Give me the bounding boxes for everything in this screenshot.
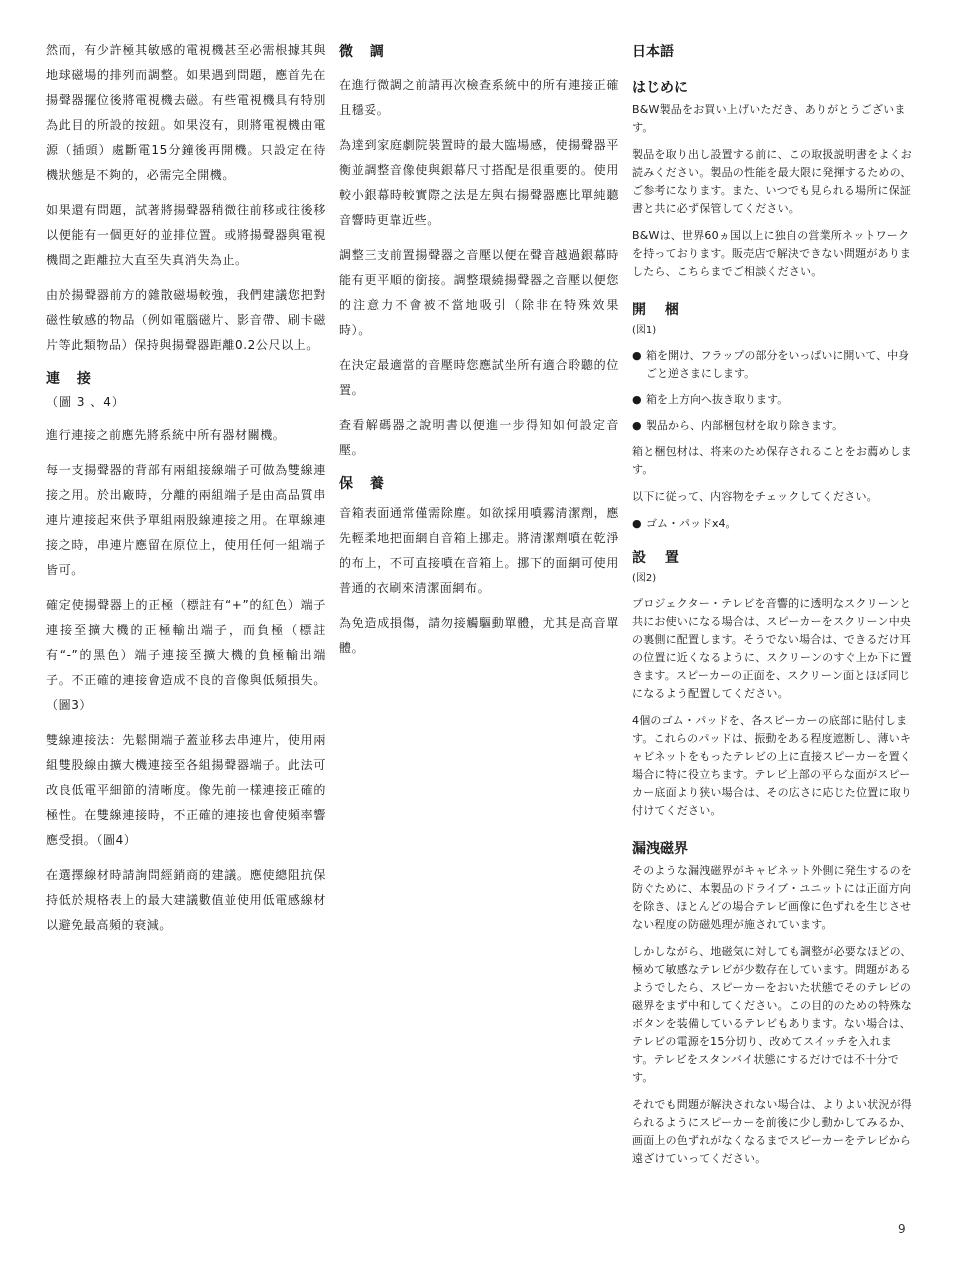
column-japanese xyxy=(632,38,912,1177)
paragraph: 製品を取り出し設置する前に、この取扱説明書をよくお読みください。製品の性能を最大限に発揮するための、ご参考になります。また、いつでも見られる場所に保証書と共に必ず保管してください。 xyxy=(632,148,912,215)
figure-reference: （圖 3 、4） xyxy=(46,395,125,409)
heading-unpacking: 開 梱 xyxy=(632,302,686,318)
list-item: ● 箱を上方向へ抜き取ります。 xyxy=(632,391,912,409)
paragraph: 箱と梱包材は、将来のため保存されることをお薦めします。 xyxy=(632,445,912,476)
heading-maintenance: 保 養 xyxy=(339,476,390,492)
heading-fine-tuning: 微 調 xyxy=(339,44,390,60)
paragraph: 進行連接之前應先將系統中所有器材關機。 xyxy=(46,428,286,442)
bullet-icon: ● xyxy=(632,393,642,406)
bullet-list-contents xyxy=(632,515,912,533)
list-item: ● ゴム・パッドx4。 xyxy=(632,515,912,533)
heading-introduction: はじめに xyxy=(632,80,688,96)
heading-installation: 設 置 xyxy=(632,550,686,566)
paragraph: 雙線連接法：先鬆開端子蓋並移去串連片，使用兩組雙股線由擴大機連接至各組揚聲器端子。此法可改良低電平細節的清晰度。像先前一樣連接正確的極性。在雙線連接時，不正確的連接也會使頻率響應受損。（圖4） xyxy=(46,733,326,847)
bullet-icon: ● xyxy=(632,419,642,432)
paragraph: 音箱表面通常僅需除塵。如欲採用噴霧清潔劑，應先輕柔地把面網自音箱上挪走。將清潔劑噴在乾淨的布上，不可直接噴在音箱上。挪下的面網可使用普通的衣刷來清潔面網布。 xyxy=(339,506,619,595)
paragraph: 以下に従って、内容物をチェックしてください。 xyxy=(632,490,878,503)
bullet-icon: ● xyxy=(632,517,642,530)
paragraph: B&W製品をお買い上げいただき、ありがとうございます。 xyxy=(632,103,906,134)
list-item: ● 製品から、内部梱包材を取り除きます。 xyxy=(632,417,912,435)
paragraph: そのような漏洩磁界がキャビネット外側に発生するのを防ぐために、本製品のドライブ・ユニットには正面方向を除き、ほとんどの場合テレビ画像に色ずれを生じさせない程度の防磁処理が施されています。 xyxy=(632,864,912,931)
heading-stray-magnetic-field: 漏洩磁界 xyxy=(632,841,688,857)
paragraph: 然而，有少許極其敏感的電視機甚至必需根據其與地球磁場的排列而調整。如果遇到問題，應首先在揚聲器擺位後將電視機去磁。有些電視機具有特別為此目的所設的按鈕。如果沒有，則將電視機由電源（插頭）處斷電15分鐘後再開機。只設定在待機狀態是不夠的，必需完全開機。 xyxy=(46,43,326,182)
paragraph: 每一支揚聲器的背部有兩組接線端子可做為雙線連接之用。於出廠時，分離的兩組端子是由高品質串連片連接起來供予單組兩股線連接之用。在單線連接之時，串連片應留在原位上，使用任何一組端子皆可。 xyxy=(46,463,326,577)
column-chinese-left xyxy=(46,38,326,948)
paragraph: 在選擇線材時請詢問經銷商的建議。應使總阻抗保持低於規格表上的最大建議數值並使用低電感線材以避免最高頻的衰減。 xyxy=(46,868,326,932)
paragraph: 調整三支前置揚聲器之音壓以便在聲音越過銀幕時能有更平順的銜接。調整環繞揚聲器之音壓以便您的注意力不會被不當地吸引（除非在特殊效果時）。 xyxy=(339,248,619,337)
column-chinese-middle xyxy=(339,38,619,671)
paragraph: 4個のゴム・パッドを、各スピーカーの底部に貼付します。これらのパッドは、振動をある程度遮断し、薄いキャビネットをもったテレビの上に直接スピーカーを置く場合に特に役立ちます。テレビ上部の平らな面がスピーカー底面より狭い場合は、その広さに応じた位置に取り付けてください。 xyxy=(632,714,912,817)
figure-reference: (図2) xyxy=(632,573,657,584)
paragraph: 如果還有問題，試著將揚聲器稍微往前移或往後移以便能有一個更好的並排位置。或將揚聲器與電視機間之距離拉大直至失真消失為止。 xyxy=(46,203,326,267)
figure-reference: (図1) xyxy=(632,325,657,336)
paragraph: 由於揚聲器前方的雜散磁場較強，我們建議您把對磁性敏感的物品（例如電腦磁片、影音帶、刷卡磁片等此類物品）保持與揚聲器距離0.2公尺以上。 xyxy=(46,288,326,352)
bullet-list-unpacking xyxy=(632,347,912,435)
language-heading: 日本語 xyxy=(632,44,674,60)
heading-connection: 連 接 xyxy=(46,371,97,387)
paragraph: それでも問題が解決されない場合は、よりよい状況が得られるようにスピーカーを前後に少し動かしてみるか、画面上の色ずれがなくなるまでスピーカーをテレビから遠ざけていってください。 xyxy=(632,1098,912,1165)
paragraph: B&Wは、世界60ヵ国以上に独自の営業所ネットワークを持っております。販売店で解決できない問題がありましたら、こちらまでご相談ください。 xyxy=(632,229,912,278)
paragraph: 在進行微調之前請再次檢查系統中的所有連接正確且穩妥。 xyxy=(339,78,619,117)
paragraph: 為免造成損傷，請勿接觸驅動單體，尤其是高音單體。 xyxy=(339,616,619,655)
list-item: ● 箱を開け、フラップの部分をいっぱいに開いて、中身ごと逆さまにします。 xyxy=(632,349,910,380)
paragraph: プロジェクター・テレビを音響的に透明なスクリーンと共にお使いになる場合は、スピーカーをスクリーン中央の裏側に配置します。そうでない場合は、できるだけ耳の位置に近くなるように、スクリーンのすぐ上か下に置きます。スピーカーの正面を、スクリーン面とほぼ同じになるよう配置してください。 xyxy=(632,597,912,700)
paragraph: 確定使揚聲器上的正極（標註有“+”的紅色）端子連接至擴大機的正極輸出端子，而負極（標註有“-”的黑色）端子連接至擴大機的負極輸出端子。不正確的連接會造成不良的音像與低頻損失。（圖3） xyxy=(46,598,326,712)
paragraph: 為達到家庭劇院裝置時的最大臨場感，使揚聲器平衡並調整音像使與銀幕尺寸搭配是很重要的。使用較小銀幕時較實際之法是左與右揚聲器應比單純聽音響時更靠近些。 xyxy=(339,138,619,227)
paragraph: 查看解碼器之說明書以便進一步得知如何設定音壓。 xyxy=(339,418,619,457)
paragraph: しかしながら、地磁気に対しても調整が必要なほどの、極めて敏感なテレビが少数存在しています。問題があるようでしたら、スピーカーをおいた状態でそのテレビの磁界をまず中和してください。この目的のための特殊なボタンを装備しているテレビもあります。ない場合は、テレビの電源を15分切り、改めてスイッチを入れます。テレビをスタンバイ状態にするだけでは不十分です。 xyxy=(632,945,912,1084)
bullet-icon: ● xyxy=(632,349,642,362)
page-number: 9 xyxy=(898,1222,906,1236)
paragraph: 在決定最適當的音壓時您應試坐所有適合聆聽的位置。 xyxy=(339,358,619,397)
